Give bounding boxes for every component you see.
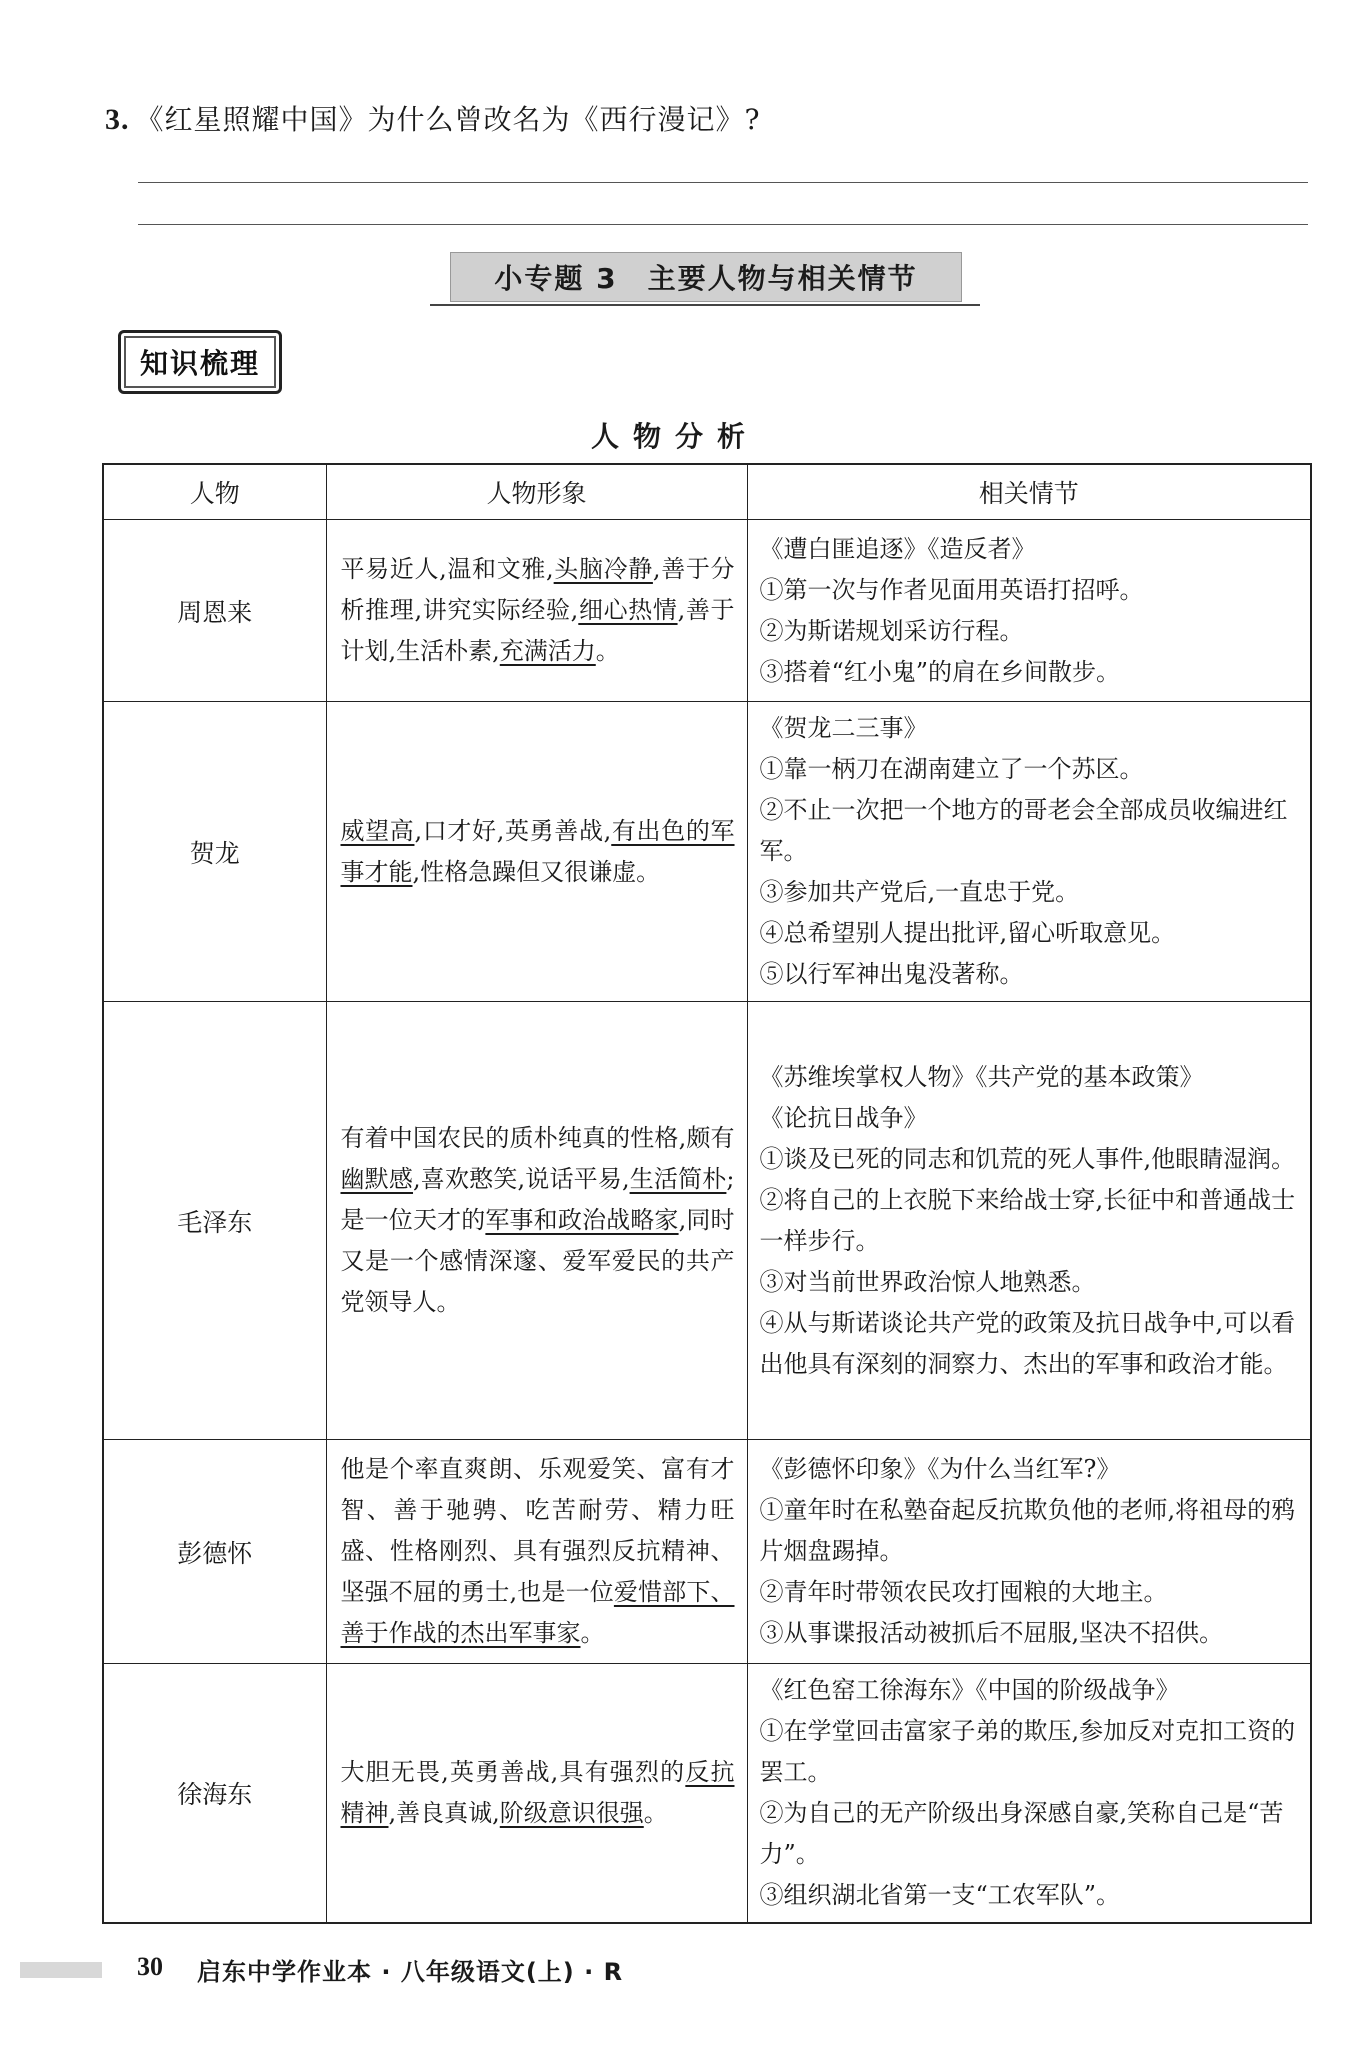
image-text: 有着中国农民的质朴纯真的性格,颇有 — [340, 1124, 735, 1152]
table-row — [103, 1002, 1311, 1440]
image-text: ,善良真诚, — [388, 1799, 500, 1827]
image-text: ,喜欢憨笑,说话平易, — [413, 1165, 630, 1193]
table-header-row — [103, 464, 1311, 520]
underlined-phrase: 爱惜部下、善于作战的杰出军事家 — [340, 1578, 735, 1647]
character-name: 贺龙 — [103, 702, 326, 1002]
character-name: 周恩来 — [103, 520, 326, 702]
question-3 — [105, 98, 761, 138]
header-plot: 相关情节 — [747, 464, 1311, 520]
answer-line-2 — [138, 224, 1308, 225]
character-image — [326, 1664, 747, 1924]
plot-line: ①靠一柄刀在湖南建立了一个苏区。 — [759, 755, 1144, 783]
underlined-phrase: 反抗精神 — [340, 1758, 735, 1827]
plot-line: ②青年时带领农民攻打囤粮的大地主。 — [759, 1578, 1168, 1606]
underlined-phrase: 阶级意识很强 — [499, 1799, 644, 1827]
plot-line: ③对当前世界政治惊人地熟悉。 — [759, 1267, 1096, 1296]
image-text: 。 — [580, 1619, 605, 1647]
plot-line: ①谈及已死的同志和饥荒的死人事件,他眼睛湿润。 — [759, 1144, 1296, 1173]
plot-line: 《苏维埃掌权人物》《共产党的基本政策》 — [759, 1062, 1204, 1091]
plot-line: ③参加共产党后,一直忠于党。 — [759, 878, 1080, 906]
plot-line: ②不止一次把一个地方的哥老会全部成员收编进红军。 — [759, 796, 1288, 865]
header-image: 人物形象 — [326, 464, 747, 520]
plot-line: ④从与斯诺谈论共产党的政策及抗日战争中,可以看出他具有深刻的洞察力、杰出的军事和政治才能。 — [759, 1308, 1296, 1378]
table-body — [103, 520, 1311, 1924]
question-number: 3. — [105, 103, 130, 136]
plot-line: ②为斯诺规划采访行程。 — [759, 616, 1024, 645]
plot-line: 《贺龙二三事》 — [759, 714, 928, 742]
answer-line-1 — [138, 182, 1308, 183]
image-text: ,性格急躁但又很谦虚。 — [412, 857, 661, 886]
underlined-phrase: 充满活力 — [499, 637, 596, 665]
image-text: ;是一位天才的 — [340, 1165, 735, 1234]
image-text: ,善于计划,生活朴素, — [340, 596, 735, 665]
underlined-phrase: 生活简朴 — [629, 1165, 727, 1193]
plot-line: ①童年时在私塾奋起反抗欺负他的老师,将祖母的鸦片烟盘踢掉。 — [759, 1496, 1296, 1565]
related-plot — [747, 1002, 1311, 1440]
table-row — [103, 520, 1311, 702]
image-text: 他是个率直爽朗、乐观爱笑、富有才智、善于驰骋、吃苦耐劳、精力旺盛、性格刚烈、具有强烈反抗精神、坚强不屈的勇士,也是一位 — [340, 1455, 735, 1606]
image-text: 大胆无畏,英勇善战,具有强烈的 — [340, 1758, 686, 1786]
plot-line: ③组织湖北省第一支“工农军队”。 — [759, 1881, 1121, 1909]
plot-line: ③搭着“红小鬼”的肩在乡间散步。 — [759, 657, 1121, 686]
footer-bar — [20, 1962, 102, 1978]
character-name: 徐海东 — [103, 1664, 326, 1924]
underlined-phrase: 头脑冷静 — [553, 555, 653, 583]
topic-underline — [430, 304, 980, 306]
image-text: ,口才好,英勇善战, — [414, 816, 612, 845]
table-row — [103, 1440, 1311, 1664]
character-image — [326, 1440, 747, 1664]
related-plot — [747, 702, 1311, 1002]
plot-line: ②将自己的上衣脱下来给战士穿,长征中和普通战士一样步行。 — [759, 1185, 1296, 1255]
plot-line: ①在学堂回击富家子弟的欺压,参加反对克扣工资的罢工。 — [759, 1717, 1296, 1786]
book-title: 启东中学作业本 · 八年级语文(上) · R — [197, 1958, 624, 1986]
plot-line: ①第一次与作者见面用英语打招呼。 — [759, 575, 1144, 604]
page-number: 30 — [137, 1952, 163, 1981]
plot-line: 《彭德怀印象》《为什么当红军?》 — [759, 1455, 1121, 1483]
table-row — [103, 702, 1311, 1002]
topic-title: 小专题 3 主要人物与相关情节 — [450, 252, 962, 302]
underlined-phrase: 细心热情 — [578, 596, 678, 624]
plot-line: ④总希望别人提出批评,留心听取意见。 — [759, 919, 1176, 947]
image-text: 。 — [595, 637, 620, 665]
plot-line: ⑤以行军神出鬼没著称。 — [759, 960, 1024, 988]
image-text: 平易近人,温和文雅, — [340, 555, 554, 583]
underlined-phrase: 威望高 — [340, 816, 415, 845]
character-image — [326, 702, 747, 1002]
plot-line: 《遭白匪追逐》《造反者》 — [759, 534, 1036, 563]
character-image — [326, 520, 747, 702]
character-name: 毛泽东 — [103, 1002, 326, 1440]
underlined-phrase: 军事和政治战略家 — [485, 1206, 679, 1234]
character-name: 彭德怀 — [103, 1440, 326, 1664]
section-badge-label: 知识梳理 — [139, 347, 260, 380]
table-row — [103, 1664, 1311, 1924]
image-text: ,同时又是一个感情深邃、爱军爱民的共产党领导人。 — [340, 1206, 735, 1316]
header-character: 人物 — [103, 464, 326, 520]
plot-line: 《红色窑工徐海东》《中国的阶级战争》 — [759, 1676, 1180, 1704]
plot-line: ②为自己的无产阶级出身深感自豪,笑称自己是“苦力”。 — [759, 1799, 1284, 1868]
related-plot — [747, 520, 1311, 702]
related-plot — [747, 1440, 1311, 1664]
character-image — [326, 1002, 747, 1440]
section-badge — [118, 330, 282, 394]
question-text: 《红星照耀中国》为什么曾改名为《西行漫记》? — [135, 103, 761, 136]
related-plot — [747, 1664, 1311, 1924]
image-text: ,善于分析推理,讲究实际经验, — [340, 555, 735, 624]
image-text: 。 — [643, 1799, 668, 1827]
plot-line: ③从事谍报活动被抓后不屈服,坚决不招供。 — [759, 1619, 1224, 1647]
underlined-phrase: 幽默感 — [340, 1165, 414, 1193]
plot-line: 《论抗日战争》 — [759, 1103, 928, 1132]
character-table — [102, 463, 1312, 1924]
underlined-phrase: 有出色的军事才能 — [340, 816, 735, 886]
table-title: 人物分析 — [590, 420, 759, 453]
topic-heading — [430, 252, 980, 306]
